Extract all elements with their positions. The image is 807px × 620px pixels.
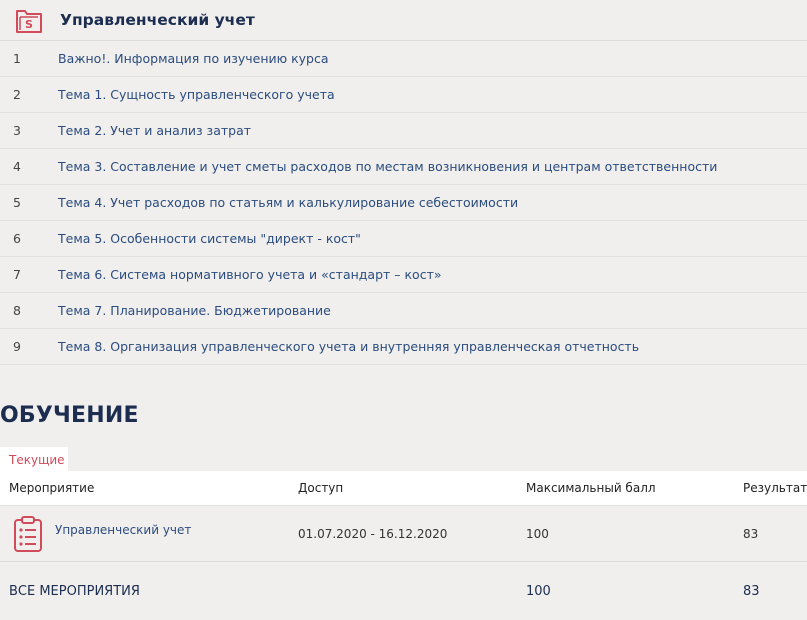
total-row [0, 562, 807, 620]
svg-text:S: S [25, 18, 33, 31]
learning-heading: ОБУЧЕНИЕ [0, 403, 139, 428]
column-header-max-score: Максимальный балл [526, 481, 656, 495]
topic-number: 9 [13, 339, 21, 354]
topic-link[interactable]: Тема 5. Особенности системы "директ - кост" [58, 231, 361, 246]
topic-row[interactable] [0, 329, 807, 365]
topic-row[interactable] [0, 149, 807, 185]
topic-number: 2 [13, 87, 21, 102]
course-header [0, 0, 807, 41]
table-row [0, 506, 807, 562]
tab-current[interactable]: Текущие [0, 447, 68, 472]
topic-link[interactable]: Тема 3. Составление и учет сметы расходов по местам возникновения и центрам ответственности [58, 159, 718, 174]
column-header-result: Результат [743, 481, 807, 495]
topic-number: 5 [13, 195, 21, 210]
topic-row[interactable] [0, 41, 807, 77]
max-score-cell: 100 [526, 526, 549, 541]
topic-row[interactable] [0, 293, 807, 329]
topic-number: 4 [13, 159, 21, 174]
column-header-access: Доступ [298, 481, 344, 495]
topic-link[interactable]: Тема 6. Система нормативного учета и «стандарт – кост» [58, 267, 442, 282]
course-title: Управленческий учет [60, 11, 255, 29]
topic-link[interactable]: Важно!. Информация по изучению курса [58, 51, 329, 66]
clipboard-checklist-icon [12, 515, 44, 553]
topic-row[interactable] [0, 185, 807, 221]
total-max-score: 100 [526, 583, 551, 599]
topic-list [0, 41, 807, 365]
table-header-row [0, 471, 807, 506]
total-label: ВСЕ МЕРОПРИЯТИЯ [9, 583, 140, 599]
course-s-icon [12, 4, 46, 36]
event-link[interactable]: Управленческий учет [55, 522, 192, 537]
topic-link[interactable]: Тема 4. Учет расходов по статьям и калькулирование себестоимости [58, 195, 519, 210]
total-result: 83 [743, 583, 760, 599]
topic-link[interactable]: Тема 2. Учет и анализ затрат [58, 123, 252, 138]
result-cell: 83 [743, 526, 759, 541]
access-cell: 01.07.2020 - 16.12.2020 [298, 526, 448, 541]
topic-number: 3 [13, 123, 21, 138]
topic-row[interactable] [0, 257, 807, 293]
topic-row[interactable] [0, 113, 807, 149]
column-header-event: Мероприятие [9, 481, 95, 495]
topic-number: 1 [13, 51, 21, 66]
topic-row[interactable] [0, 221, 807, 257]
topic-number: 6 [13, 231, 21, 246]
event-cell [0, 515, 296, 553]
topic-number: 7 [13, 267, 21, 282]
learning-table [0, 471, 807, 620]
topic-link[interactable]: Тема 1. Сущность управленческого учета [58, 87, 335, 102]
topic-link[interactable]: Тема 7. Планирование. Бюджетирование [58, 303, 331, 318]
topic-number: 8 [13, 303, 21, 318]
topic-link[interactable]: Тема 8. Организация управленческого учета и внутренняя управленческая отчетность [58, 339, 640, 354]
topic-row[interactable] [0, 77, 807, 113]
